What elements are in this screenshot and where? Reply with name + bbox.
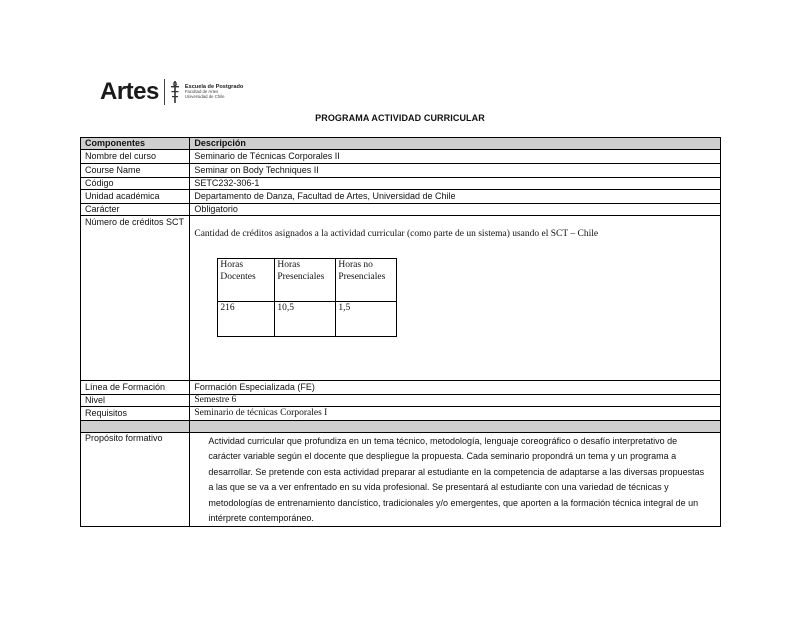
table-header-row — [81, 138, 721, 150]
row-label: Nombre del curso — [81, 150, 190, 164]
row-value: Seminar on Body Techniques II — [190, 164, 721, 178]
spacer-cell — [81, 421, 190, 433]
row-value: Formación Especializada (FE) — [190, 381, 721, 395]
row-value: Seminario de Técnicas Corporales II — [190, 150, 721, 164]
logo-subtitle — [185, 85, 243, 100]
university-seal-icon — [170, 81, 180, 103]
hours-header-docentes: Horas Docentes — [218, 259, 275, 302]
row-value: Departamento de Danza, Facultad de Artes, Universidad de Chile — [190, 190, 721, 204]
table-row — [81, 164, 721, 178]
sct-cell — [190, 216, 721, 381]
sct-label: Número de créditos SCT — [81, 216, 190, 381]
hours-value-docentes: 216 — [218, 302, 275, 337]
logo-divider — [164, 79, 165, 105]
row-label: Course Name — [81, 164, 190, 178]
purpose-label: Propósito formativo — [81, 433, 190, 527]
row-value: SETC232-306-1 — [190, 178, 721, 190]
hours-header-no-presenciales: Horas no Presenciales — [336, 259, 397, 302]
row-value: Obligatorio — [190, 204, 721, 216]
sct-credits-row — [81, 216, 721, 381]
spacer-cell — [190, 421, 721, 433]
logo-university-name: Universidad de Chile — [184, 93, 225, 99]
purpose-text: Actividad curricular que profundiza en un tema técnico, metodología, lenguaje coreográfico o desafío interpretativo de carácter variable según el docente que despliegue la propuesta. Cada seminario propondrá un tema y un programa a desarrollar. Se pretende con esta actividad preparar al estudiante en la competencia de adaptarse a las diversas propuestas a las que se va a ver enfrentado en su vida profesional. Se presentará al estudiante con una variedad de técnicas y metodologías de entrenamiento dancístico, tradicionales y/o emergentes, que aporten a la formación técnica integral de un intérprete contemporáneo. — [208, 436, 705, 524]
sct-description: Cantidad de créditos asignados a la actividad curricular (como parte de un sistema) usando el SCT – Chile — [194, 229, 599, 239]
header-description: Descripción — [190, 138, 721, 150]
spacer-row — [81, 421, 721, 433]
table-row — [81, 204, 721, 216]
logo-wordmark: Artes — [100, 78, 159, 105]
row-label: Código — [81, 178, 190, 190]
table-row — [81, 395, 721, 407]
document-title: PROGRAMA ACTIVIDAD CURRICULAR — [315, 113, 485, 123]
header-components: Componentes — [81, 138, 190, 150]
table-row — [81, 178, 721, 190]
table-row — [81, 381, 721, 395]
hours-table — [217, 258, 397, 337]
row-label: Nivel — [81, 395, 190, 407]
row-label: Unidad académica — [81, 190, 190, 204]
logo-school-name: Escuela de Postgrado — [184, 83, 244, 90]
logo-faculty-name: Facultad de Artes — [184, 89, 219, 95]
table-row — [81, 407, 721, 421]
row-value: Seminario de técnicas Corporales I — [190, 407, 721, 421]
purpose-cell — [190, 433, 721, 527]
row-value: Semestre 6 — [190, 395, 721, 407]
row-label: Carácter — [81, 204, 190, 216]
hours-value-presenciales: 10,5 — [275, 302, 336, 337]
row-label: Línea de Formación — [81, 381, 190, 395]
row-label: Requisitos — [81, 407, 190, 421]
faculty-logo — [100, 76, 243, 108]
table-row — [81, 150, 721, 164]
curriculum-table — [80, 137, 721, 527]
hours-header-presenciales: Horas Presenciales — [275, 259, 336, 302]
table-row — [81, 190, 721, 204]
purpose-row — [81, 433, 721, 527]
hours-value-no-presenciales: 1,5 — [336, 302, 397, 337]
